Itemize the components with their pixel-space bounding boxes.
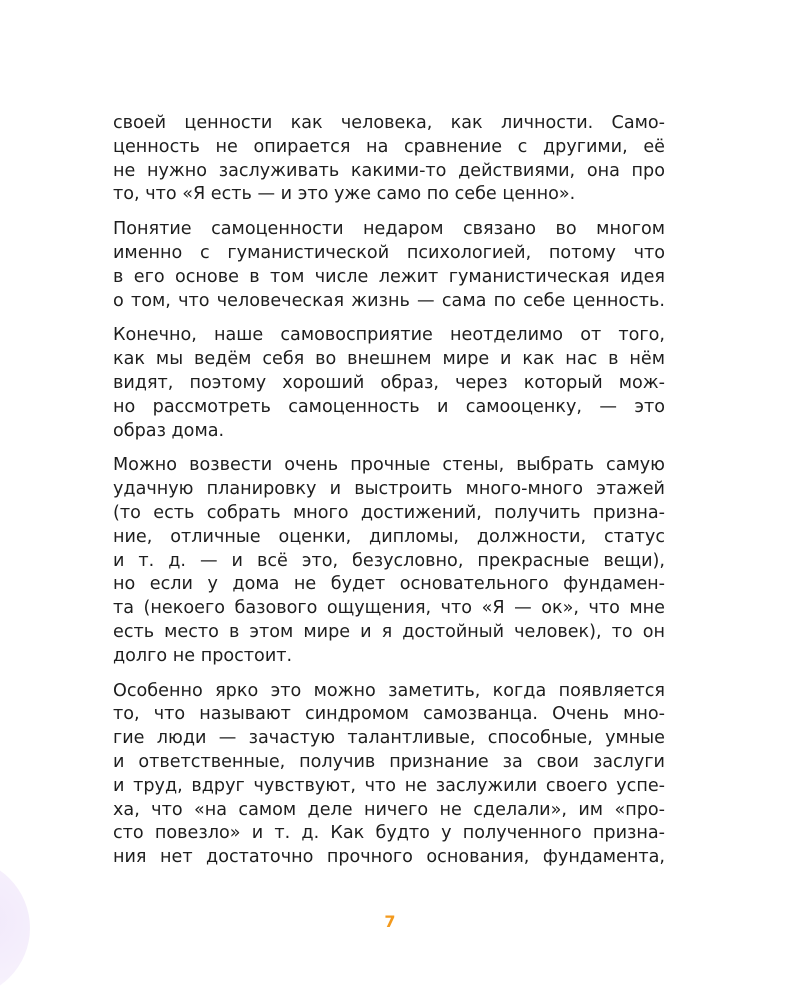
text-line: но если у дома не будет основательного фундамен- xyxy=(113,574,665,595)
paragraph xyxy=(113,112,665,207)
paragraph xyxy=(113,680,665,870)
text-line: ния нет достаточно прочного основания, фундамента, xyxy=(113,847,665,868)
text-line: то, что называют синдромом самозванца. Очень мно- xyxy=(113,704,665,725)
text-line: Конечно, наше самовосприятие неотделимо от того, xyxy=(113,325,665,346)
text-line: то, что «Я есть — и это уже само по себе ценно». xyxy=(113,184,576,205)
decorative-circle xyxy=(0,858,30,998)
text-line: не нужно заслуживать какими-то действиями, она про xyxy=(113,160,665,181)
text-line: Особенно ярко это можно заметить, когда появляется xyxy=(113,680,665,701)
text-line: образ дома. xyxy=(113,420,225,441)
paragraph xyxy=(113,218,665,313)
text-line: в его основе в том числе лежит гуманистическая идея xyxy=(113,266,665,287)
text-line: видят, поэтому хороший образ, через который мож- xyxy=(113,372,665,393)
text-line: удачную планировку и выстроить много-много этажей xyxy=(113,479,665,500)
text-line: Можно возвести очень прочные стены, выбрать самую xyxy=(113,455,665,476)
text-line: долго не простоит. xyxy=(113,645,293,666)
text-line: и труд, вдруг чувствуют, что не заслужили своего успе- xyxy=(113,775,665,796)
page-number: 7 xyxy=(384,912,396,931)
text-line: ценность не опирается на сравнение с другими, её xyxy=(113,136,665,157)
text-line: но рассмотреть самоценность и самооценку, — это xyxy=(113,396,665,417)
text-line: как мы ведём себя во внешнем мире и как нас в нём xyxy=(113,349,665,370)
text-line: и ответственные, получив признание за свои заслуги xyxy=(113,751,665,772)
text-line: (то есть собрать много достижений, получить призна- xyxy=(113,502,665,523)
text-line: своей ценности как человека, как личности. Само- xyxy=(113,113,665,133)
text-line: Понятие самоценности недаром связано во многом xyxy=(113,219,665,240)
text-line: и т. д. — и всё это, безусловно, прекрасные вещи), xyxy=(113,550,665,571)
paragraph xyxy=(113,454,665,668)
text-line: ние, отличные оценки, дипломы, должности, статус xyxy=(113,526,665,547)
text-line: та (некоего базового ощущения, что «Я — ок», что мне xyxy=(113,598,665,619)
text-line: о том, что человеческая жизнь — сама по себе ценность. xyxy=(113,290,665,311)
text-line: ха, что «на самом деле ничего не сделали», им «про- xyxy=(113,799,665,820)
text-line: сто повезло» и т. д. Как будто у полученного призна- xyxy=(113,823,665,844)
text-line: есть место в этом мире и я достойный человек), то он xyxy=(113,621,665,642)
text-line: именно с гуманистической психологией, потому что xyxy=(113,242,665,263)
body-text xyxy=(113,112,665,881)
paragraph xyxy=(113,324,665,443)
text-line: гие люди — зачастую талантливые, способные, умные xyxy=(113,728,665,749)
